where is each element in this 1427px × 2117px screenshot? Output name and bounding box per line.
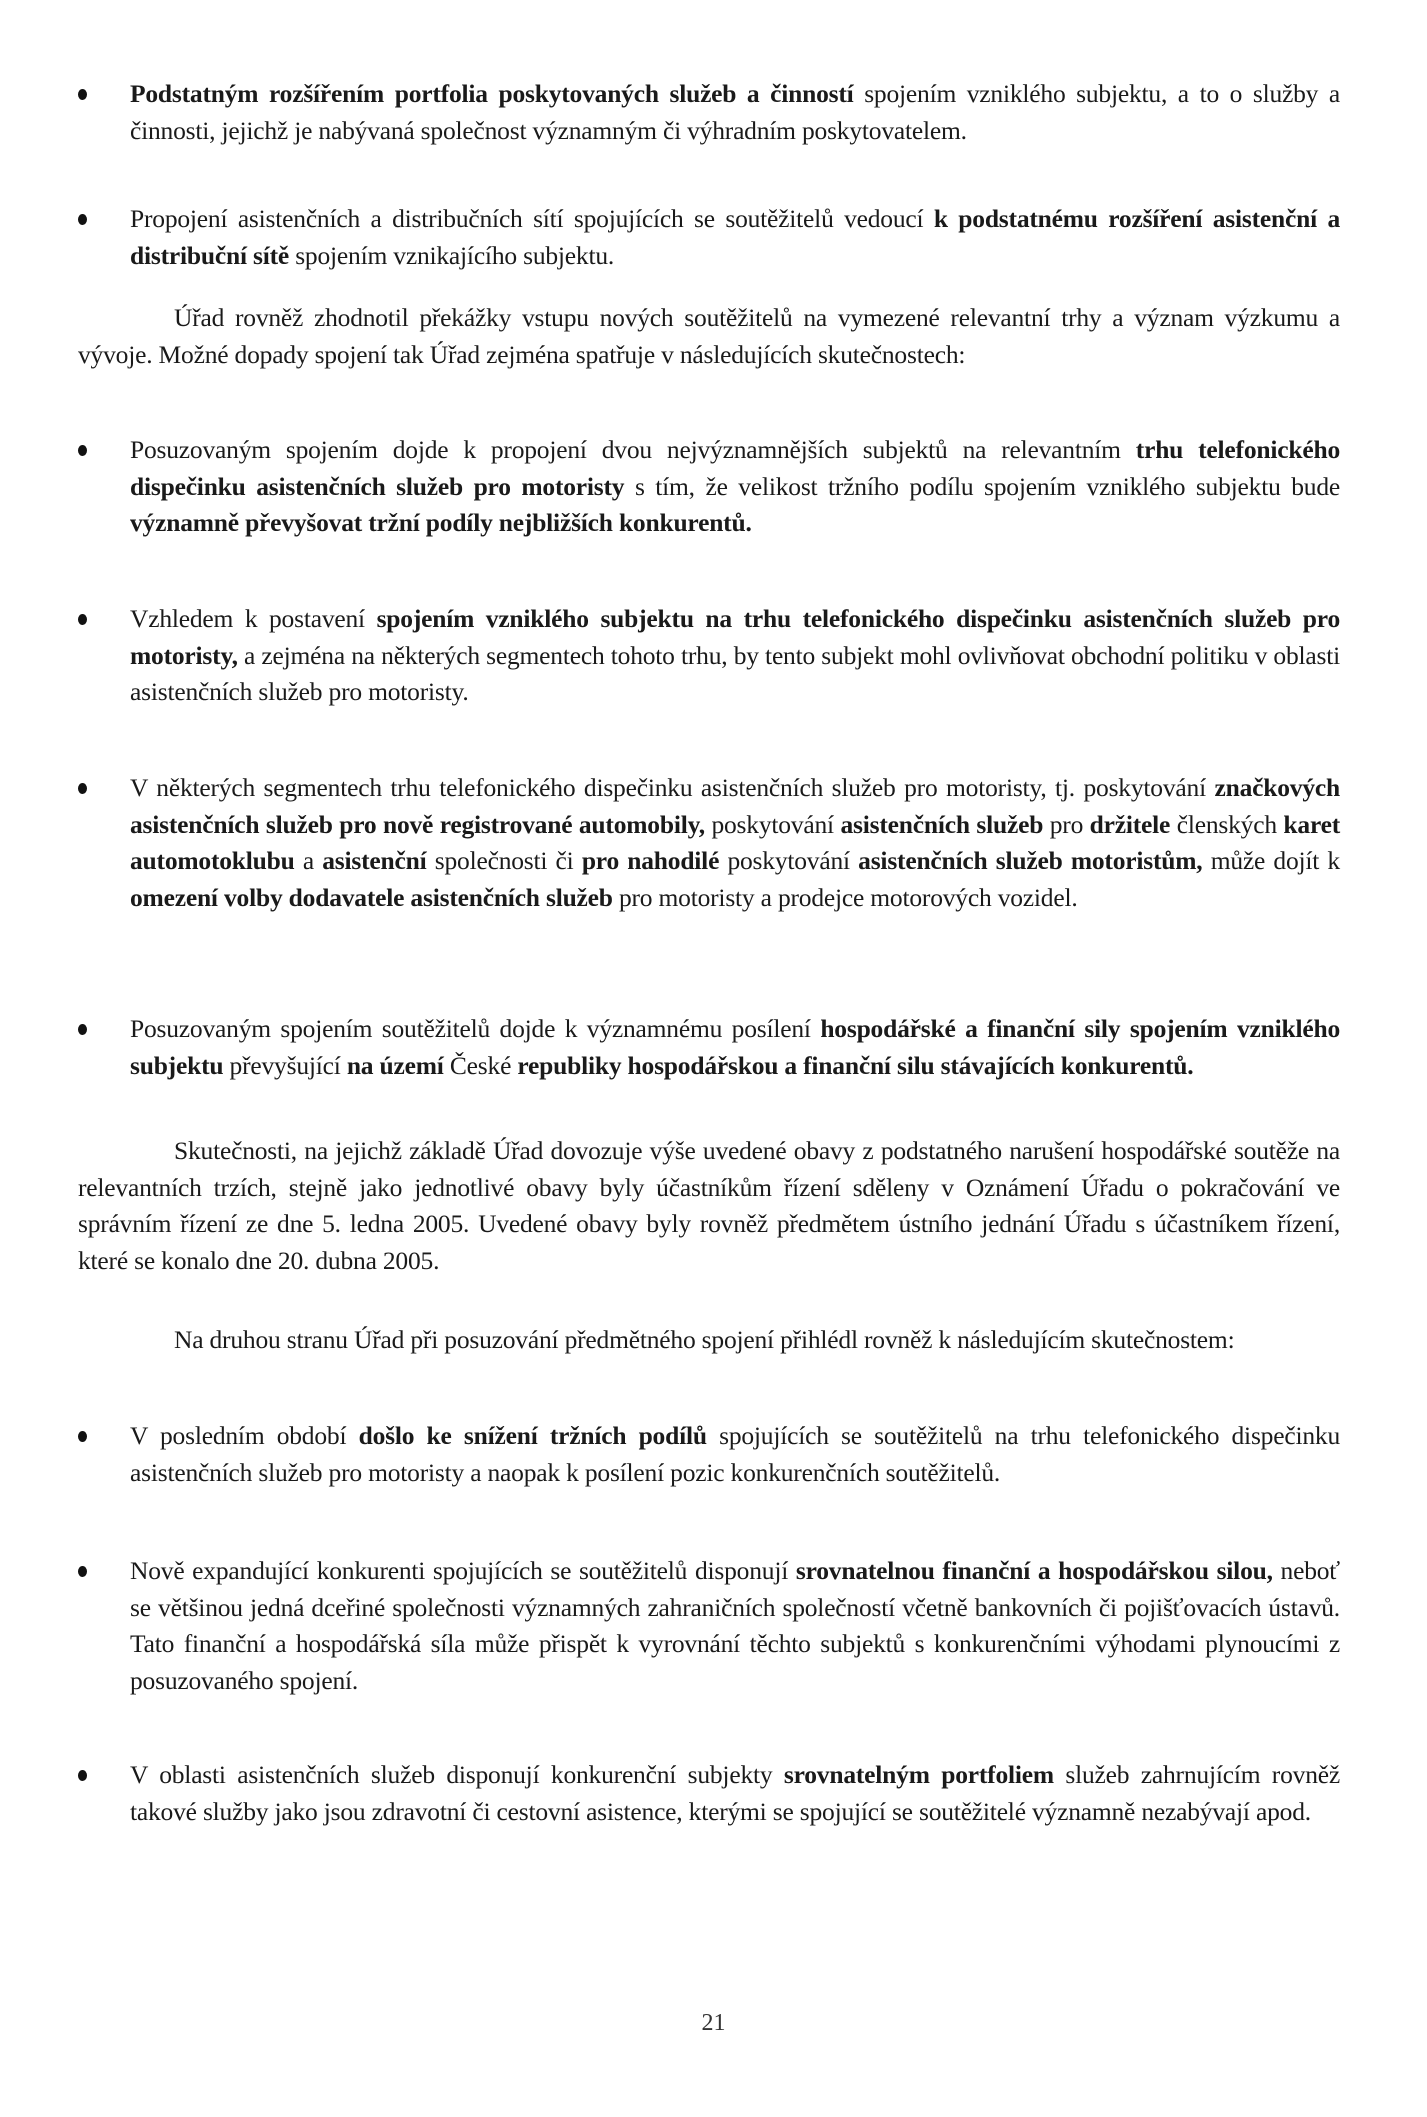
paragraph: Na druhou stranu Úřad při posuzování předmětného spojení přihlédl rovněž k následujícím skutečnostem: [174,1325,1235,1354]
text-run: Posuzovaným spojením dojde k propojení dvou nejvýznamnějších subjektů na relevantním [130,435,1136,464]
bullet-icon [78,214,87,225]
emphasized-text: Podstatným rozšířením portfolia poskytovaných služeb a činností [130,79,854,108]
paragraph: Skutečnosti, na jejichž základě Úřad dovozuje výše uvedené obavy z podstatného narušení hospodářské soutěže na relevantních trzích, stejně jako jednotlivé obavy byly účastníkům řízení sděleny v Oznámení Úřadu o pokračování ve správním řízení ze dne 5. ledna 2005. Uvedené obavy byly rovněž předmětem ústního jednání Úřadu s účastníkem řízení, které se konalo dne 20. dubna 2005. [78,1136,1340,1275]
bullet-text [130,770,1340,916]
text-run: s tím, že velikost tržního podílu spojením vzniklého subjektu bude [624,471,1341,501]
bullet-item [78,1418,1340,1491]
bullet-item [78,76,1340,149]
bullet-icon [78,445,87,456]
bullet-text [130,201,1340,274]
bullet-item [78,1553,1340,1699]
text-run: služeb zahrnujícím rovněž takové služby jako jsou zdravotní či cestovní asistence, kterými se spojující se soutěžitelé významně nezabývají apod. [130,1760,1340,1826]
text-run: Nově expandující konkurenti spojujících se soutěžitelů disponují [130,1556,796,1585]
emphasized-text: karet automotoklubu [130,809,1341,875]
emphasized-text: asistenčních služeb motoristům, [858,846,1203,875]
page-number: 21 [701,2010,726,2036]
bullet-text [130,1418,1340,1491]
bullet-text [130,601,1340,711]
emphasized-text: republiky hospodářskou a finanční silu stávajících konkurentů. [517,1050,1194,1080]
text-run: poskytování [719,846,859,875]
bullet-icon [78,614,87,625]
bullet-text [130,1011,1340,1084]
text-run: spojujících se soutěžitelů na trhu telefonického dispečinku asistenčních služeb pro motoristy a naopak k posílení pozic konkurenčních soutěžitelů. [130,1421,1340,1487]
text-run: převyšující [223,1050,347,1080]
text-run: České [443,1050,518,1080]
emphasized-text: trhu telefonického dispečinku asistenčních služeb pro motoristy [130,435,1340,501]
text-run: spojením vznikajícího subjektu. [289,240,615,270]
bullet-icon [78,89,87,100]
bullet-text [130,432,1340,542]
emphasized-text: významně převyšovat tržní podíly nejbližších konkurentů. [130,508,752,537]
emphasized-text: asistenční [322,846,427,875]
bullet-text [130,1757,1340,1830]
text-run: a [294,846,323,875]
emphasized-text: srovnatelným portfoliem [783,1760,1054,1789]
bullet-icon [78,1024,87,1035]
bullet-icon [78,1431,87,1442]
paragraph: Úřad rovněž zhodnotil překážky vstupu nových soutěžitelů na vymezené relevantní trhy a význam výzkumu a vývoje. Možné dopady spojení tak Úřad zejména spatřuje v následujících skutečnostech: [78,303,1340,369]
text-run: a zejména na některých segmentech tohoto trhu, by tento subjekt mohl ovlivňovat obchodní politiku v oblasti asistenčních služeb pro motoristy. [130,640,1340,706]
emphasized-text: značkových asistenčních služeb pro nově registrované automobily, [130,773,1340,839]
text-run: V posledním období [130,1421,359,1450]
emphasized-text: omezení volby dodavatele asistenčních služeb [130,882,613,912]
text-run: může dojít k [1202,846,1340,875]
bullet-icon [78,1566,87,1577]
emphasized-text: pro nahodilé [581,846,720,875]
bullet-item [78,1011,1340,1084]
emphasized-text: došlo ke snížení tržních podílů [358,1421,707,1450]
emphasized-text: k podstatnému rozšíření asistenční a distribuční sítě [130,204,1341,270]
text-run: V oblasti asistenčních služeb disponují konkurenční subjekty [130,1760,784,1789]
bullet-text [130,1553,1340,1699]
text-run: Posuzovaným spojením soutěžitelů dojde k významnému posílení [130,1014,821,1043]
emphasized-text: držitele [1089,809,1171,839]
emphasized-text: srovnatelnou finanční a hospodářskou silou, [795,1556,1273,1585]
text-run: pro motoristy a prodejce motorových vozidel. [612,882,1078,912]
text-run: poskytování [704,809,841,839]
bullet-item [78,432,1340,542]
bullet-item [78,770,1340,916]
emphasized-text: asistenčních služeb [840,809,1044,839]
text-run: Propojení asistenčních a distribučních sítí spojujících se soutěžitelů vedoucí [130,204,934,233]
bullet-item [78,1757,1340,1830]
text-run: společnosti či [426,846,582,875]
emphasized-text: na území [346,1050,444,1080]
text-run: Vzhledem k postavení [130,604,377,633]
bullet-icon [78,1770,87,1781]
text-run: V některých segmentech trhu telefonického dispečinku asistenčních služeb pro motoristy, tj. poskytování [130,773,1215,802]
text-run: neboť se většinou jedná dceřiné společnosti významných zahraničních společností včetně bankovních či pojišťovacích ústavů. Tato finanční a hospodářská síla může přispět k vyrovnání těchto subjektů s konkurenčními výhodami plynoucími z posuzovaného spojení. [130,1556,1340,1695]
bullet-icon [78,783,87,794]
bullet-item [78,601,1340,711]
emphasized-text: spojením vzniklého subjektu na trhu telefonického dispečinku asistenčních služeb pro motoristy, [130,604,1340,670]
text-run: pro [1043,809,1090,839]
text-run: členských [1170,809,1284,839]
bullet-item [78,201,1340,274]
emphasized-text: hospodářské a finanční sily spojením vzniklého subjektu [130,1014,1340,1080]
text-run: spojením vzniklého subjektu, a to o služby a činnosti, jejichž je nabývaná společnost významným či výhradním poskytovatelem. [130,79,1340,145]
bullet-text [130,76,1340,149]
